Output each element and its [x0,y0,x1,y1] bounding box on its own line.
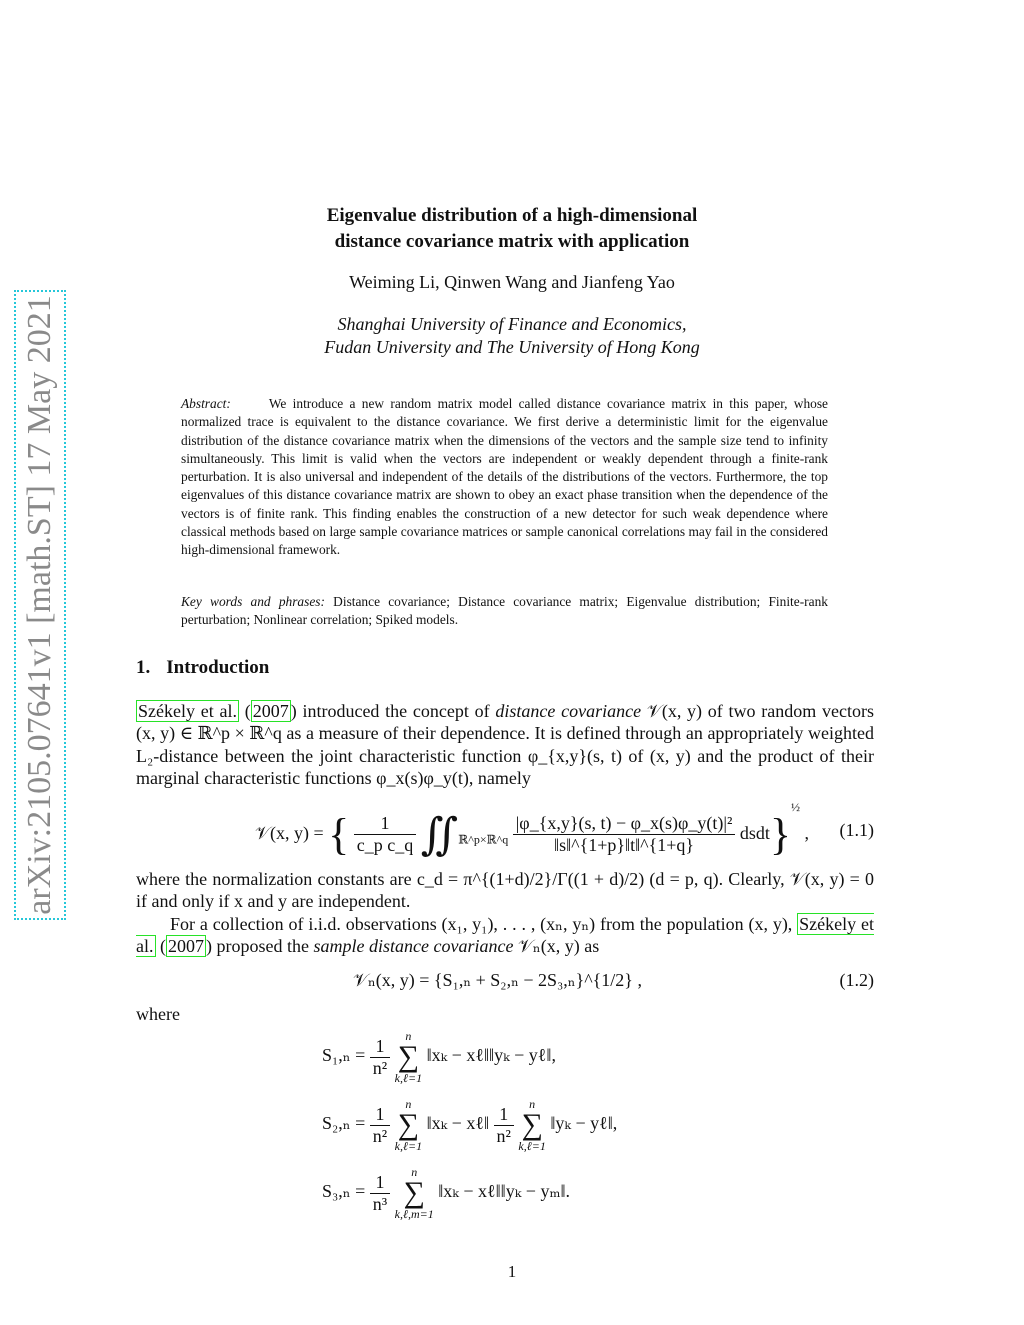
keywords-label: Key words and phrases: [181,594,325,609]
equation-s1 [322,1030,556,1084]
frac-num: 1 [494,1104,514,1126]
sum-lower: k,ℓ=1 [394,1139,423,1153]
title-line: Eigenvalue distribution of a high-dimensional [326,205,698,226]
equation-1-2: 𝒱ₙ(x, y) = {S₁,ₙ + S₂,ₙ − 2S₃,ₙ}^{1/2} , [353,970,642,990]
sum-lower: k,ℓ,m=1 [394,1207,434,1221]
emphasis-term: sample distance covariance [313,936,514,957]
equation-number: (1.1) [839,820,874,840]
sigma-glyph: ∑ [521,1108,543,1141]
sigma-glyph: ∑ [403,1176,425,1209]
right-brace: } [769,809,792,859]
title-line: distance covariance matrix with application [334,231,690,252]
sum-symbol [395,1098,422,1152]
eq-lhs: S₃,ₙ = [322,1181,366,1202]
frac-num: 1 [354,813,416,835]
section-number: 1. [136,657,151,678]
double-integral: ∬ [420,809,459,859]
equation-s2 [322,1098,617,1152]
equation-number: (1.2) [839,970,874,990]
equation-s3 [322,1166,570,1220]
frac-num: 1 [370,1036,390,1058]
eq-fraction [494,1104,514,1147]
abstract [181,395,828,560]
equation-1-1: 𝒱(x, y) = { $\frac{1}{\text{c\_p c\_q}}$ $∬_{ℝ\^{}p\times ℝ\^{}q}$ $\frac{\text{|φ\_\{x,y\}(s, t) − φ\_x(s)φ\_y(t)|²}}{‖s‖\^{}\{1+p\}‖t‖\^{}\{1+q\}}$ dsdt}$^{\frac{1}{2}}$ , [255,800,810,859]
citation-link[interactable]: Székely et al. [136,914,874,957]
sigma-glyph: ∑ [397,1108,420,1141]
citation-year-link[interactable]: 2007 [168,936,204,957]
frac-num: 1 [370,1104,390,1126]
sum-symbol [395,1166,434,1220]
section-heading [136,657,269,679]
eq-fraction [354,813,416,856]
eq-fraction [513,813,736,856]
paragraph-text: 𝒱ₙ(x, y) as [517,936,600,957]
sum-upper: n [405,1029,412,1043]
eq-power: ½ [791,800,801,814]
eq-body: ‖yₖ − yℓ‖, [550,1113,618,1134]
eq-tail: dsdt [739,823,770,843]
citation-link[interactable]: Székely et al. [138,701,237,721]
citation-year-link[interactable]: 2007 [252,701,289,721]
integral-domain: ℝ^p×ℝ^q [458,832,509,847]
paragraph-sample: For a collection of i.i.d. observations (x₁, y₁), . . . , (xₙ, yₙ) from the population (x, y), Székely et al. ( 2007 ) proposed the sample distance covariance 𝒱ₙ(x, y) as [136,914,874,957]
affiliations [0,313,1024,359]
frac-num: 1 [370,1172,390,1194]
eq-body: ‖xₖ − xℓ‖‖yₖ − yₘ‖. [438,1181,571,1202]
emphasis-term: distance covariance [495,701,642,721]
eq-lhs: S₂,ₙ = [322,1113,366,1134]
sum-symbol [518,1098,545,1152]
eq-lhs: 𝒱(x, y) = [255,823,324,843]
authors: Weiming Li, Qinwen Wang and Jianfeng Yao [349,272,675,292]
abstract-label: Abstract: [181,396,231,411]
where-text: where [136,1004,180,1024]
frac-den: ‖s‖^{1+p}‖t‖^{1+q} [554,835,695,856]
page-number: 1 [507,1262,517,1281]
eq-body: ‖xₖ − xℓ‖ [426,1113,490,1134]
frac-den: c_p c_q [356,835,414,856]
intro-paragraph: Székely et al. ( 2007 ) introduced the concept of distance covariance 𝒱(x, y) of two random vectors (x, y) ∈ ℝ^p × ℝ^q as a measure of their dependence. It is defined through an appropriately weighted L₂-distance between the joint characteristic function φ_{x,y}(s, t) of (x, y) and the product of their marginal characteristic functions φ_x(s)φ_y(t), namely [136,701,874,789]
eq-fraction [370,1036,390,1079]
paper-title [0,203,1024,255]
left-brace: { [328,809,350,859]
sum-lower: k,ℓ=1 [394,1071,423,1085]
paragraph-text: proposed the [216,936,309,957]
sum-lower: k,ℓ=1 [518,1139,546,1153]
paragraph-text: For a collection of i.i.d. observations (x₁, y₁), . . . , (xₙ, yₙ) from the population (x, y), [170,914,793,934]
keywords-text: Distance covariance; Distance covariance matrix; Eigenvalue distribution; Finite-rank perturbation; Nonlinear correlation; Spiked models. [181,594,828,628]
eq-body: ‖xₖ − xℓ‖‖yₖ − yℓ‖, [426,1045,556,1066]
frac-den: n² [372,1125,388,1146]
paragraph-normalization: where the normalization constants are c_d = π^{(1+d)/2}/Γ((1 + d)/2) (d = p, q). Clearly, 𝒱(x, y) = 0 if and only if x and y are independent. [136,869,874,912]
paragraph-text: introduced the concept of [302,701,490,721]
sum-symbol [395,1030,422,1084]
sum-upper: n [405,1097,412,1111]
frac-den: n³ [372,1193,388,1214]
eq-fraction [370,1104,390,1147]
eq-fraction [370,1172,390,1215]
paragraph-text: 𝒱(x, y) of two random vectors (x, y) ∈ ℝ^p × ℝ^q as a measure of their dependence. It is defined through an appropriately weighted L₂-distance between the joint characteristic function φ_{x,y}(s, t) of (x, y) and the product of their marginal characteristic functions φ_x(s)φ_y(t), namely [136,701,874,789]
frac-num: |φ_{x,y}(s, t) − φ_x(s)φ_y(t)|² [513,813,736,835]
affiliation-line: Fudan University and The University of Hong Kong [324,337,700,357]
section-title: Introduction [166,657,270,678]
arxiv-stamp [14,290,66,920]
sum-upper: n [411,1165,418,1179]
eq-lhs: S₁,ₙ = [322,1045,366,1066]
arxiv-stamp-text: arXiv:2105.07641v1 [math.ST] 17 May 2021 [21,295,58,915]
frac-den: n² [496,1125,511,1146]
sum-upper: n [529,1097,536,1111]
affiliation-line: Shanghai University of Finance and Economics, [337,314,687,334]
keywords [181,593,828,630]
abstract-text: We introduce a new random matrix model called distance covariance matrix in this paper, whose normalized trace is equivalent to the distance covariance. We first derive a deterministic limit for the eigenvalue distribution of the distance covariance matrix when the dimensions of the vectors and the sample size tend to infinity simultaneously. This limit is valid when the vectors are independent or weakly dependent through a finite-rank perturbation. It is also universal and independent of the details of the distributions of the vectors. Furthermore, the top eigenvalues of this distance covariance matrix are shown to obey an exact phase transition when the dependence of the vectors is of finite rank. This finding enables the construction of a new detector for such weak dependence where classical methods based on large sample covariance matrices or sample canonical correlations may fail in the considered high-dimensional framework. [181,396,828,558]
sigma-glyph: ∑ [397,1040,420,1073]
frac-den: n² [372,1057,388,1078]
